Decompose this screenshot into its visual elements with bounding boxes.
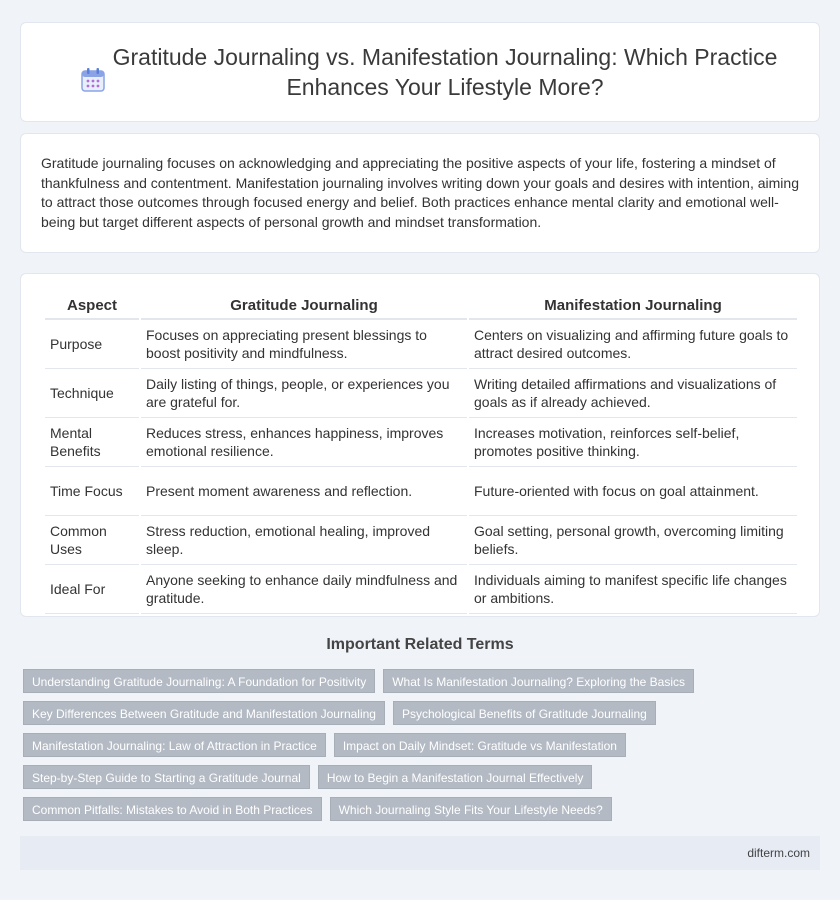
column-header-gratitude: Gratitude Journaling bbox=[141, 292, 467, 320]
row-gratitude-cell: Present moment awareness and reflection. bbox=[141, 467, 467, 516]
related-term-link[interactable]: Key Differences Between Gratitude and Manifestation Journaling bbox=[23, 701, 385, 725]
row-aspect-cell: Time Focus bbox=[45, 467, 139, 516]
table-row bbox=[45, 467, 797, 516]
intro-paragraph: Gratitude journaling focuses on acknowledging and appreciating the positive aspects of your life, fostering a mindset of thankfulness and contentment. Manifestation journaling involves writing down your goals and desires with intention, aiming to attract those outcomes through focused energy and belief. Both practices enhance mental clarity and emotional well-being but target different aspects of personal growth and mindset transformation. bbox=[41, 155, 799, 230]
related-term-link[interactable]: Manifestation Journaling: Law of Attraction in Practice bbox=[23, 733, 326, 757]
row-manifestation-cell: Goal setting, personal growth, overcoming limiting beliefs. bbox=[469, 516, 797, 565]
row-aspect-cell: Mental Benefits bbox=[45, 418, 139, 467]
related-term-link[interactable]: Understanding Gratitude Journaling: A Foundation for Positivity bbox=[23, 669, 375, 693]
row-aspect-cell: Purpose bbox=[45, 320, 139, 369]
footer-site-link[interactable]: difterm.com bbox=[747, 846, 810, 860]
row-aspect-cell: Technique bbox=[45, 369, 139, 418]
row-gratitude-cell: Stress reduction, emotional healing, improved sleep. bbox=[141, 516, 467, 565]
header-card bbox=[20, 22, 820, 122]
related-terms-list bbox=[23, 669, 823, 829]
column-header-aspect: Aspect bbox=[45, 292, 139, 320]
related-term-link[interactable]: Which Journaling Style Fits Your Lifestyle Needs? bbox=[330, 797, 612, 821]
table-row bbox=[45, 516, 797, 565]
row-gratitude-cell: Focuses on appreciating present blessings to boost positivity and mindfulness. bbox=[141, 320, 467, 369]
table-row bbox=[45, 418, 797, 467]
related-term-link[interactable]: Step-by-Step Guide to Starting a Gratitude Journal bbox=[23, 765, 310, 789]
row-manifestation-cell: Future-oriented with focus on goal attainment. bbox=[469, 467, 797, 516]
row-manifestation-cell: Increases motivation, reinforces self-belief, promotes positive thinking. bbox=[469, 418, 797, 467]
row-aspect-cell: Common Uses bbox=[45, 516, 139, 565]
page-title: Gratitude Journaling vs. Manifestation Journaling: Which Practice Enhances Your Lifestyle More? bbox=[112, 44, 778, 100]
comparison-table bbox=[43, 292, 799, 614]
intro-card bbox=[20, 133, 820, 253]
table-row bbox=[45, 369, 797, 418]
row-gratitude-cell: Anyone seeking to enhance daily mindfulness and gratitude. bbox=[141, 565, 467, 614]
row-aspect-cell: Ideal For bbox=[45, 565, 139, 614]
related-term-link[interactable]: Psychological Benefits of Gratitude Journaling bbox=[393, 701, 656, 725]
row-gratitude-cell: Reduces stress, enhances happiness, improves emotional resilience. bbox=[141, 418, 467, 467]
row-manifestation-cell: Centers on visualizing and affirming future goals to attract desired outcomes. bbox=[469, 320, 797, 369]
row-manifestation-cell: Writing detailed affirmations and visualizations of goals as if already achieved. bbox=[469, 369, 797, 418]
related-terms-heading: Important Related Terms bbox=[326, 636, 514, 653]
row-manifestation-cell: Individuals aiming to manifest specific life changes or ambitions. bbox=[469, 565, 797, 614]
table-row bbox=[45, 565, 797, 614]
related-term-link[interactable]: Common Pitfalls: Mistakes to Avoid in Both Practices bbox=[23, 797, 322, 821]
footer bbox=[20, 836, 820, 870]
related-term-link[interactable]: Impact on Daily Mindset: Gratitude vs Manifestation bbox=[334, 733, 626, 757]
comparison-card bbox=[20, 273, 820, 617]
row-gratitude-cell: Daily listing of things, people, or experiences you are grateful for. bbox=[141, 369, 467, 418]
related-term-link[interactable]: What Is Manifestation Journaling? Exploring the Basics bbox=[383, 669, 694, 693]
calendar-icon bbox=[80, 67, 106, 93]
related-term-link[interactable]: How to Begin a Manifestation Journal Effectively bbox=[318, 765, 593, 789]
column-header-manifestation: Manifestation Journaling bbox=[469, 292, 797, 320]
table-header-row bbox=[45, 292, 797, 320]
table-row bbox=[45, 320, 797, 369]
